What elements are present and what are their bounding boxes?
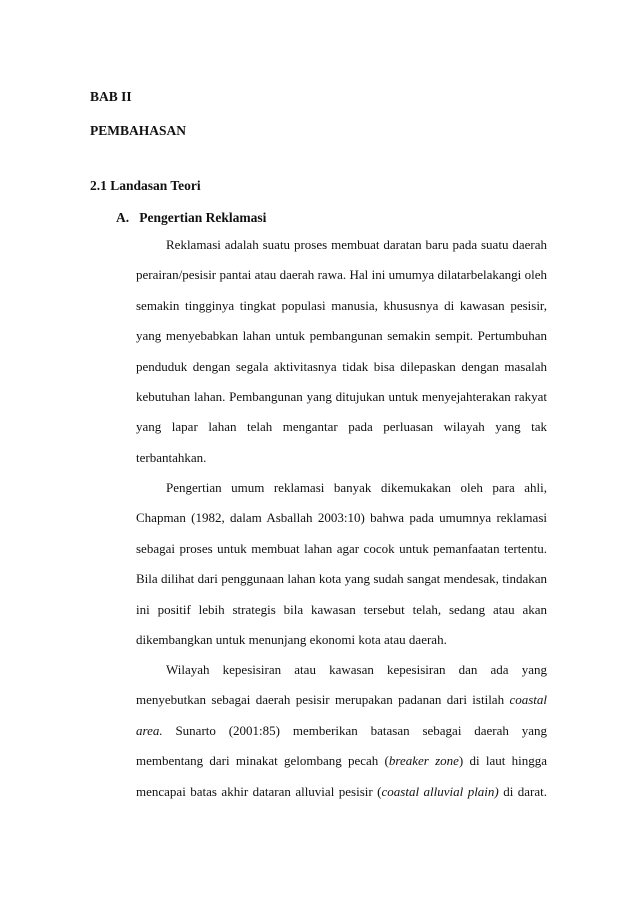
line-text: yang menyebabkan lahan untuk pembangunan semakin sempit. Pertumbuhan — [136, 328, 547, 344]
paragraph-line — [136, 260, 547, 290]
line-text: ) di laut hingga — [458, 753, 547, 769]
paragraph-line — [136, 625, 547, 655]
subsection-heading: A. Pengertian Reklamasi — [116, 210, 267, 225]
paragraph-line — [136, 595, 547, 625]
line-text: Chapman (1982, dalam Asballah 2003:10) bahwa pada umumnya reklamasi — [136, 510, 547, 526]
line-text: sebagai proses untuk membuat lahan agar cocok untuk pemanfaatan tertentu. — [136, 540, 547, 556]
line-text: mencapai batas akhir dataran alluvial pesisir ( — [136, 783, 382, 799]
paragraph-line — [136, 685, 547, 715]
line-text: ini positif lebih strategis bila kawasan tersebut telah, sedang atau akan — [136, 601, 547, 617]
paragraph-line — [136, 746, 547, 776]
line-text: terbantahkan. — [136, 449, 207, 465]
paragraph-2 — [136, 473, 547, 655]
paragraph-line — [136, 443, 547, 473]
line-text: penduduk dengan segala aktivitasnya tidak bisa dilepaskan dengan masalah — [136, 358, 547, 374]
paragraph-line — [136, 503, 547, 533]
italic-term: area. — [136, 722, 163, 738]
paragraph-line — [136, 291, 547, 321]
italic-term: breaker zone — [388, 753, 459, 769]
line-text: di darat. — [498, 783, 548, 799]
chapter-title: PEMBAHASAN — [90, 123, 187, 138]
chapter-number: BAB II — [90, 89, 132, 104]
paragraph-line — [136, 473, 547, 503]
paragraph-line — [136, 564, 547, 594]
paragraph-3 — [136, 655, 547, 807]
line-text: membentang dari minakat gelombang pecah ( — [136, 753, 389, 769]
section-heading: 2.1 Landasan Teori — [90, 178, 201, 193]
paragraph-line — [136, 352, 547, 382]
line-text: menyebutkan sebagai daerah pesisir merupakan padanan dari istilah — [136, 692, 505, 708]
line-text: Sunarto (2001:85) memberikan batasan sebagai daerah yang — [175, 722, 548, 738]
line-text: semakin tingginya tingkat populasi manusia, khususnya di kawasan pesisir, — [136, 297, 547, 313]
line-text: Bila dilihat dari penggunaan lahan kota yang sudah sangat mendesak, tindakan — [136, 571, 547, 587]
line-text: yang lapar lahan telah mengantar pada perluasan wilayah yang tak — [136, 419, 547, 435]
line-text: perairan/pesisir pantai atau daerah rawa. Hal ini umumya dilatarbelakangi oleh — [136, 267, 547, 283]
paragraph-line — [136, 321, 547, 351]
italic-term: coastal alluvial plain) — [381, 783, 499, 799]
paragraph-line — [136, 655, 547, 685]
paragraph-1 — [136, 230, 547, 473]
paragraph-line — [136, 230, 547, 260]
italic-term: coastal — [509, 692, 547, 708]
paragraph-line — [136, 382, 547, 412]
line-text: Wilayah kepesisiran atau kawasan kepesisiran dan ada yang — [166, 662, 547, 677]
paragraph-line — [136, 777, 547, 807]
paragraph-line — [136, 534, 547, 564]
line-text: dikembangkan untuk menunjang ekonomi kota atau daerah. — [136, 631, 447, 647]
line-text: Pengertian umum reklamasi banyak dikemukakan oleh para ahli, — [166, 480, 547, 495]
paragraph-line — [136, 716, 547, 746]
paragraph-line — [136, 412, 547, 442]
line-text: Reklamasi adalah suatu proses membuat daratan baru pada suatu daerah — [166, 237, 547, 252]
line-text: kebutuhan lahan. Pembangunan yang ditujukan untuk menyejahterakan rakyat — [136, 388, 547, 404]
